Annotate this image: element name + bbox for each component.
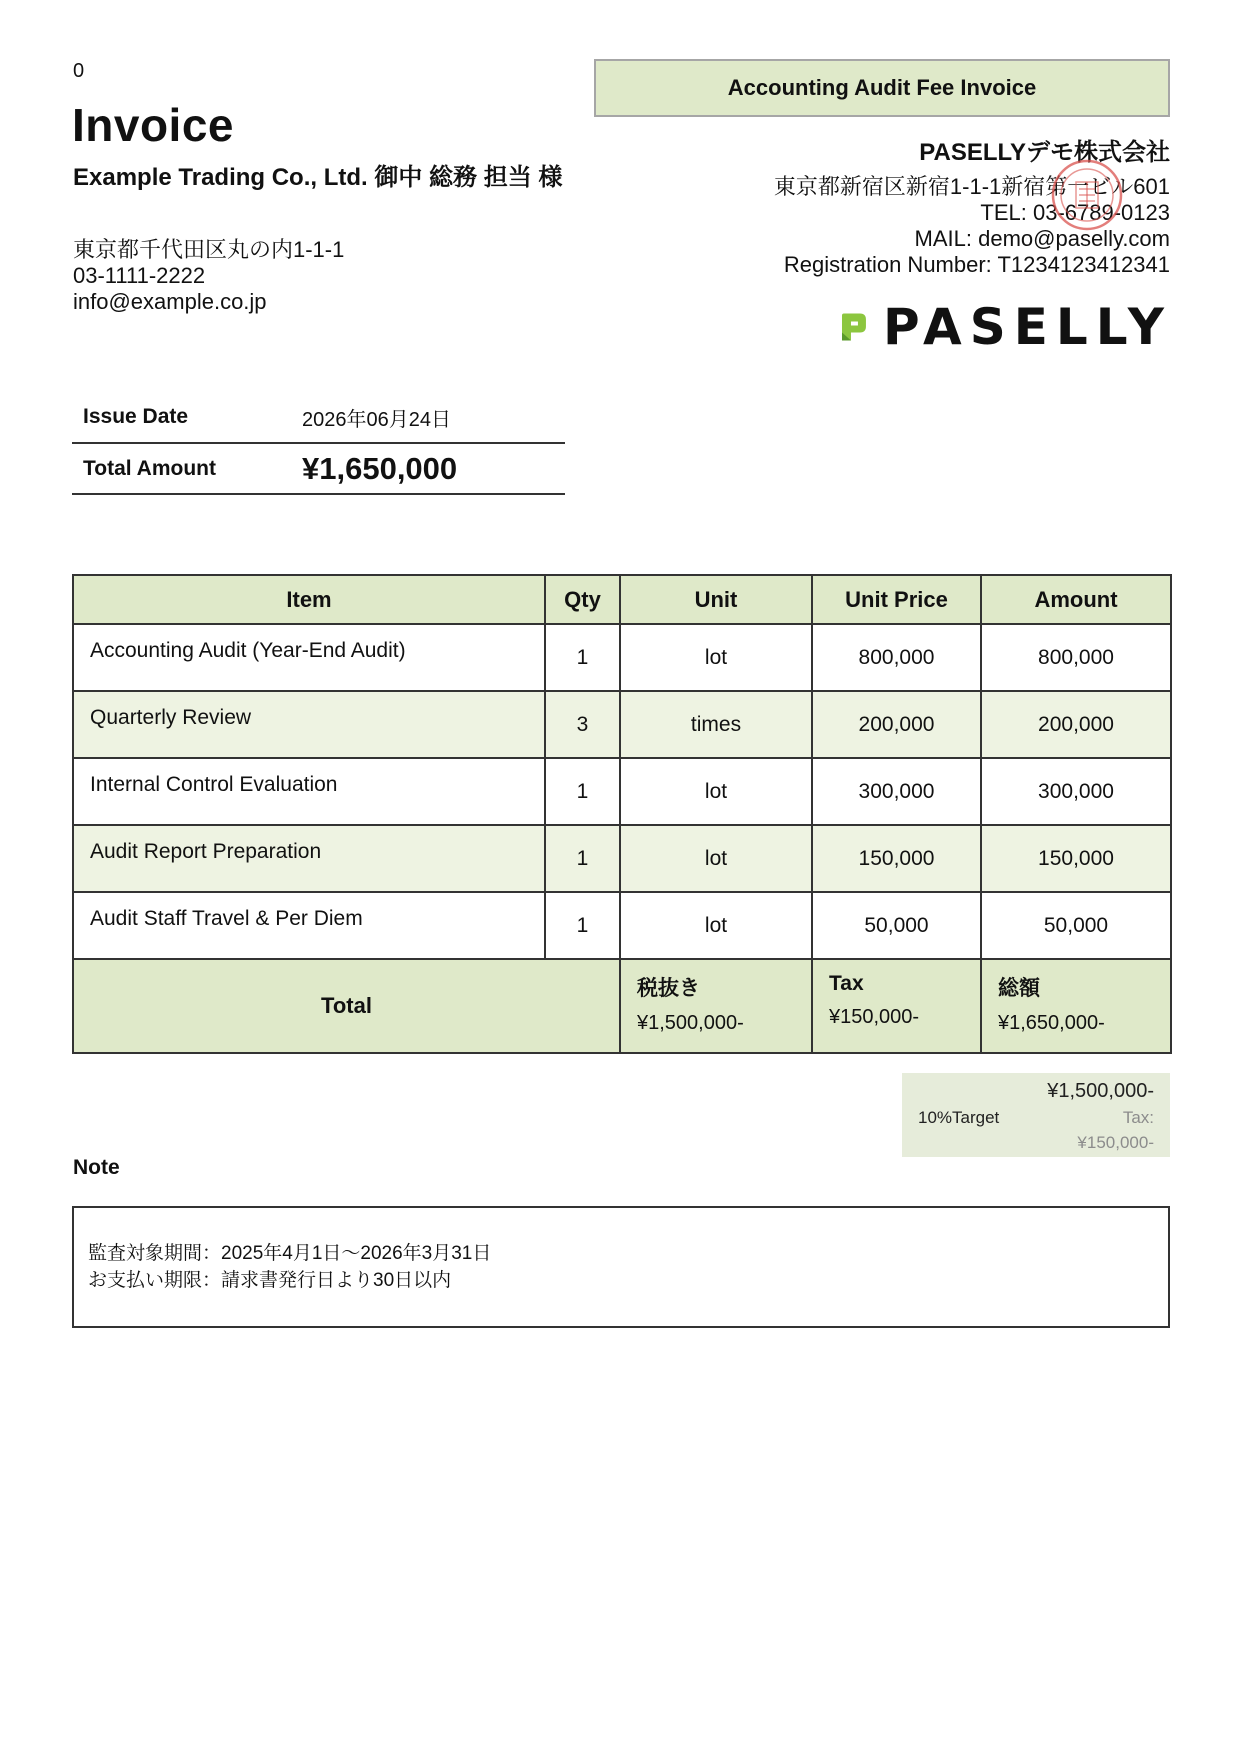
item-amount: 200,000 <box>981 691 1171 758</box>
tax-base-amount: ¥1,500,000- <box>1047 1080 1154 1102</box>
item-qty: 1 <box>545 825 620 892</box>
item-qty: 1 <box>545 892 620 959</box>
note-line: 監査対象期間：2025年4月1日〜2026年3月31日 <box>88 1243 492 1264</box>
issuer-address: 東京都新宿区新宿1-1-1新宿第一ビル601 <box>773 174 1170 199</box>
issue-date-label: Issue Date <box>83 405 189 428</box>
item-name: Audit Staff Travel & Per Diem <box>73 892 545 959</box>
item-amount: 300,000 <box>981 758 1171 825</box>
subtotal-cell <box>620 959 812 1053</box>
table-row <box>73 758 1171 825</box>
paselly-logo <box>840 296 1172 358</box>
paselly-logo-icon <box>840 298 867 356</box>
item-amount: 150,000 <box>981 825 1171 892</box>
header-unit-price: Unit Price <box>812 575 981 624</box>
table-row <box>73 624 1171 691</box>
company-seal-icon <box>1050 158 1124 232</box>
item-name: Accounting Audit (Year-End Audit) <box>73 624 545 691</box>
header-qty: Qty <box>545 575 620 624</box>
item-unit: lot <box>620 892 812 959</box>
header-unit: Unit <box>620 575 812 624</box>
item-unit-price: 150,000 <box>812 825 981 892</box>
client-email: info@example.co.jp <box>73 289 267 314</box>
issuer-name: PASELLYデモ株式会社 <box>919 139 1170 166</box>
total-amount-row <box>72 444 565 495</box>
item-qty: 1 <box>545 758 620 825</box>
document-number: 0 <box>73 60 85 82</box>
issuer-registration: Registration Number: T1234123412341 <box>783 252 1170 277</box>
tax-rate-label: 10%Target <box>918 1108 1000 1127</box>
item-name: Internal Control Evaluation <box>73 758 545 825</box>
issue-date-row <box>72 392 565 444</box>
item-unit-price: 800,000 <box>812 624 981 691</box>
invoice-banner-title: Accounting Audit Fee Invoice <box>594 59 1170 117</box>
grand-total-cell <box>981 959 1171 1053</box>
client-phone: 03-1111-2222 <box>73 263 206 288</box>
item-unit: times <box>620 691 812 758</box>
item-qty: 3 <box>545 691 620 758</box>
paselly-logo-text: PASELLY <box>882 298 1172 356</box>
item-amount: 50,000 <box>981 892 1171 959</box>
header-amount: Amount <box>981 575 1171 624</box>
item-name: Audit Report Preparation <box>73 825 545 892</box>
total-amount-label: Total Amount <box>83 456 216 480</box>
table-row <box>73 892 1171 959</box>
client-name: Example Trading Co., Ltd. 御中 総務 担当 様 <box>73 164 563 191</box>
tax-label: Tax <box>829 972 864 995</box>
issuer-tel: TEL: 03-6789-0123 <box>980 200 1170 225</box>
item-qty: 1 <box>545 624 620 691</box>
document-title: Invoice <box>72 99 235 151</box>
line-items-table <box>72 574 1172 1054</box>
item-name: Quarterly Review <box>73 691 545 758</box>
item-unit: lot <box>620 624 812 691</box>
invoice-summary <box>72 392 565 495</box>
tax-cell <box>812 959 981 1053</box>
item-unit-price: 200,000 <box>812 691 981 758</box>
client-contact <box>73 237 344 315</box>
table-row <box>73 825 1171 892</box>
issuer-mail: MAIL: demo@paselly.com <box>914 226 1170 251</box>
tax-breakdown-box <box>902 1073 1170 1157</box>
client-address: 東京都千代田区丸の内1-1-1 <box>73 237 345 262</box>
table-total-row <box>73 959 1171 1053</box>
table-row <box>73 691 1171 758</box>
note-line: お支払い期限：請求書発行日より30日以内 <box>88 1270 452 1291</box>
subtotal-label: 税抜き <box>637 977 700 1000</box>
issue-date-value: 2026年06月24日 <box>302 408 451 431</box>
total-label: Total <box>73 959 620 1053</box>
tax-value: ¥150,000- <box>829 1006 920 1028</box>
subtotal-value: ¥1,500,000- <box>637 1012 744 1034</box>
item-unit-price: 300,000 <box>812 758 981 825</box>
total-amount-value: ¥1,650,000 <box>302 450 458 486</box>
tax-breakdown-tax-value: ¥150,000- <box>1077 1133 1154 1152</box>
grand-total-value: ¥1,650,000- <box>998 1012 1105 1034</box>
tax-breakdown-tax-label: Tax: <box>1122 1108 1154 1127</box>
note-box <box>72 1206 1170 1328</box>
item-unit: lot <box>620 825 812 892</box>
grand-total-label: 総額 <box>998 977 1040 1000</box>
note-label: Note <box>73 1156 120 1179</box>
table-header-row <box>73 575 1171 624</box>
header-item: Item <box>73 575 545 624</box>
item-amount: 800,000 <box>981 624 1171 691</box>
item-unit: lot <box>620 758 812 825</box>
item-unit-price: 50,000 <box>812 892 981 959</box>
